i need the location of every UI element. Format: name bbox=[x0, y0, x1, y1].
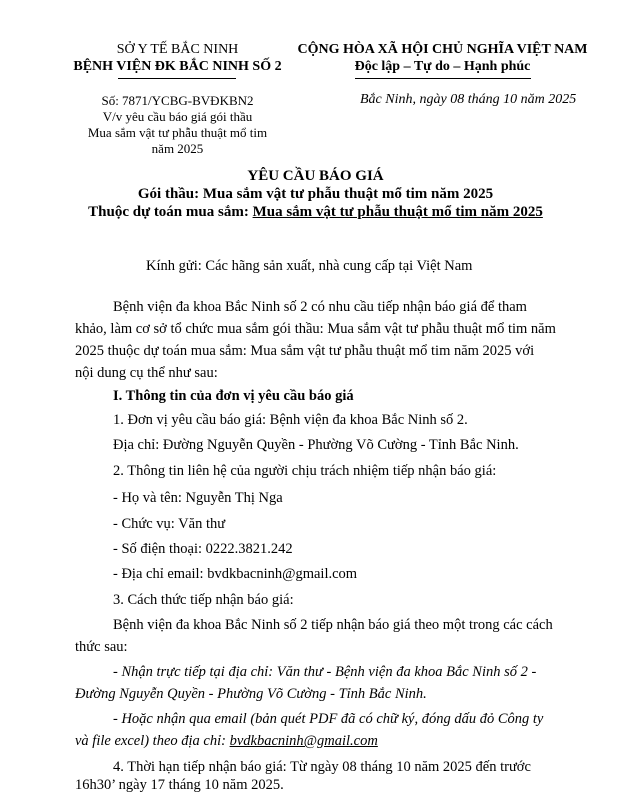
intro-line-4: nội dung cụ thể như sau: bbox=[75, 365, 218, 381]
item-3: 3. Cách thức tiếp nhận báo giá: bbox=[113, 592, 294, 608]
method-1-line-1: - Nhận trực tiếp tại địa chỉ: Văn thư - Bệnh viện đa khoa Bắc Ninh số 2 - bbox=[113, 664, 537, 680]
subject-line-3: năm 2025 bbox=[151, 141, 204, 156]
intro-line-1: Bệnh viện đa khoa Bắc Ninh số 2 có nhu cầu tiếp nhận báo giá để tham bbox=[113, 299, 527, 315]
package-title: Gói thầu: Mua sắm vật tư phẫu thuật mổ tim năm 2025 bbox=[137, 186, 494, 202]
contact-name: - Họ và tên: Nguyễn Thị Nga bbox=[113, 490, 283, 506]
document-title: YÊU CẦU BÁO GIÁ bbox=[247, 168, 384, 184]
subject-line-2: Mua sắm vật tư phẫu thuật mổ tim bbox=[87, 125, 268, 140]
method-2-line-1: - Hoặc nhận qua email (bản quét PDF đã có chữ ký, đóng dấu đỏ Công ty bbox=[113, 711, 544, 727]
estimate-value: Mua sắm vật tư phẫu thuật mổ tim năm 2025 bbox=[252, 204, 543, 220]
hospital-underline bbox=[118, 78, 236, 79]
motto-underline bbox=[355, 78, 531, 79]
document-number: Số: 7871/YCBG-BVĐKBN2 bbox=[101, 93, 254, 108]
national-motto: Độc lập – Tự do – Hạnh phúc bbox=[354, 59, 531, 74]
date-place: Bắc Ninh, ngày 08 tháng 10 năm 2025 bbox=[360, 92, 577, 107]
address: Địa chỉ: Đường Nguyễn Quyền - Phường Võ Cường - Tỉnh Bắc Ninh. bbox=[113, 437, 519, 453]
email-link[interactable]: bvdkbacninh@gmail.com bbox=[229, 733, 378, 749]
estimate-prefix: Thuộc dự toán mua sắm: bbox=[88, 204, 253, 220]
subject-line-1: V/v yêu cầu báo giá gói thầu bbox=[102, 109, 253, 124]
contact-position: - Chức vụ: Văn thư bbox=[113, 516, 226, 532]
hospital-name: BỆNH VIỆN ĐK BẮC NINH SỐ 2 bbox=[73, 59, 282, 74]
intro-line-3: 2025 thuộc dự toán mua sắm: Mua sắm vật tư phẫu thuật mổ tim năm 2025 với bbox=[75, 343, 535, 359]
national-title: CỘNG HÒA XÃ HỘI CHỦ NGHĨA VIỆT NAM bbox=[297, 42, 588, 57]
method-2-line-2 bbox=[75, 733, 378, 750]
item-1: 1. Đơn vị yêu cầu báo giá: Bệnh viện đa khoa Bắc Ninh số 2. bbox=[113, 412, 468, 428]
ministry-name: SỞ Y TẾ BẮC NINH bbox=[116, 42, 239, 57]
method-intro-line-2: thức sau: bbox=[75, 639, 128, 655]
method-1-line-2: Đường Nguyễn Quyền - Phường Võ Cường - Tỉnh Bắc Ninh. bbox=[75, 686, 427, 702]
method-2-prefix: và file excel) theo địa chỉ: bbox=[75, 733, 230, 749]
item-4-line-1: 4. Thời hạn tiếp nhận báo giá: Từ ngày 08 tháng 10 năm 2025 đến trước bbox=[113, 759, 531, 775]
item-2: 2. Thông tin liên hệ của người chịu trách nhiệm tiếp nhận báo giá: bbox=[113, 463, 497, 479]
section-heading: I. Thông tin của đơn vị yêu cầu báo giá bbox=[113, 388, 354, 404]
contact-phone: - Số điện thoại: 0222.3821.242 bbox=[113, 541, 293, 557]
contact-email: - Địa chỉ email: bvdkbacninh@gmail.com bbox=[113, 566, 358, 582]
intro-line-2: khảo, làm cơ sở tổ chức mua sắm gói thầu: Mua sắm vật tư phẫu thuật mổ tim năm bbox=[75, 321, 556, 337]
item-4-line-2: 16h30’ ngày 17 tháng 10 năm 2025. bbox=[75, 777, 284, 793]
method-intro-line-1: Bệnh viện đa khoa Bắc Ninh số 2 tiếp nhận báo giá theo một trong các cách bbox=[113, 617, 553, 633]
greeting: Kính gửi: Các hãng sản xuất, nhà cung cấp tại Việt Nam bbox=[146, 258, 473, 274]
estimate-title bbox=[0, 204, 631, 221]
